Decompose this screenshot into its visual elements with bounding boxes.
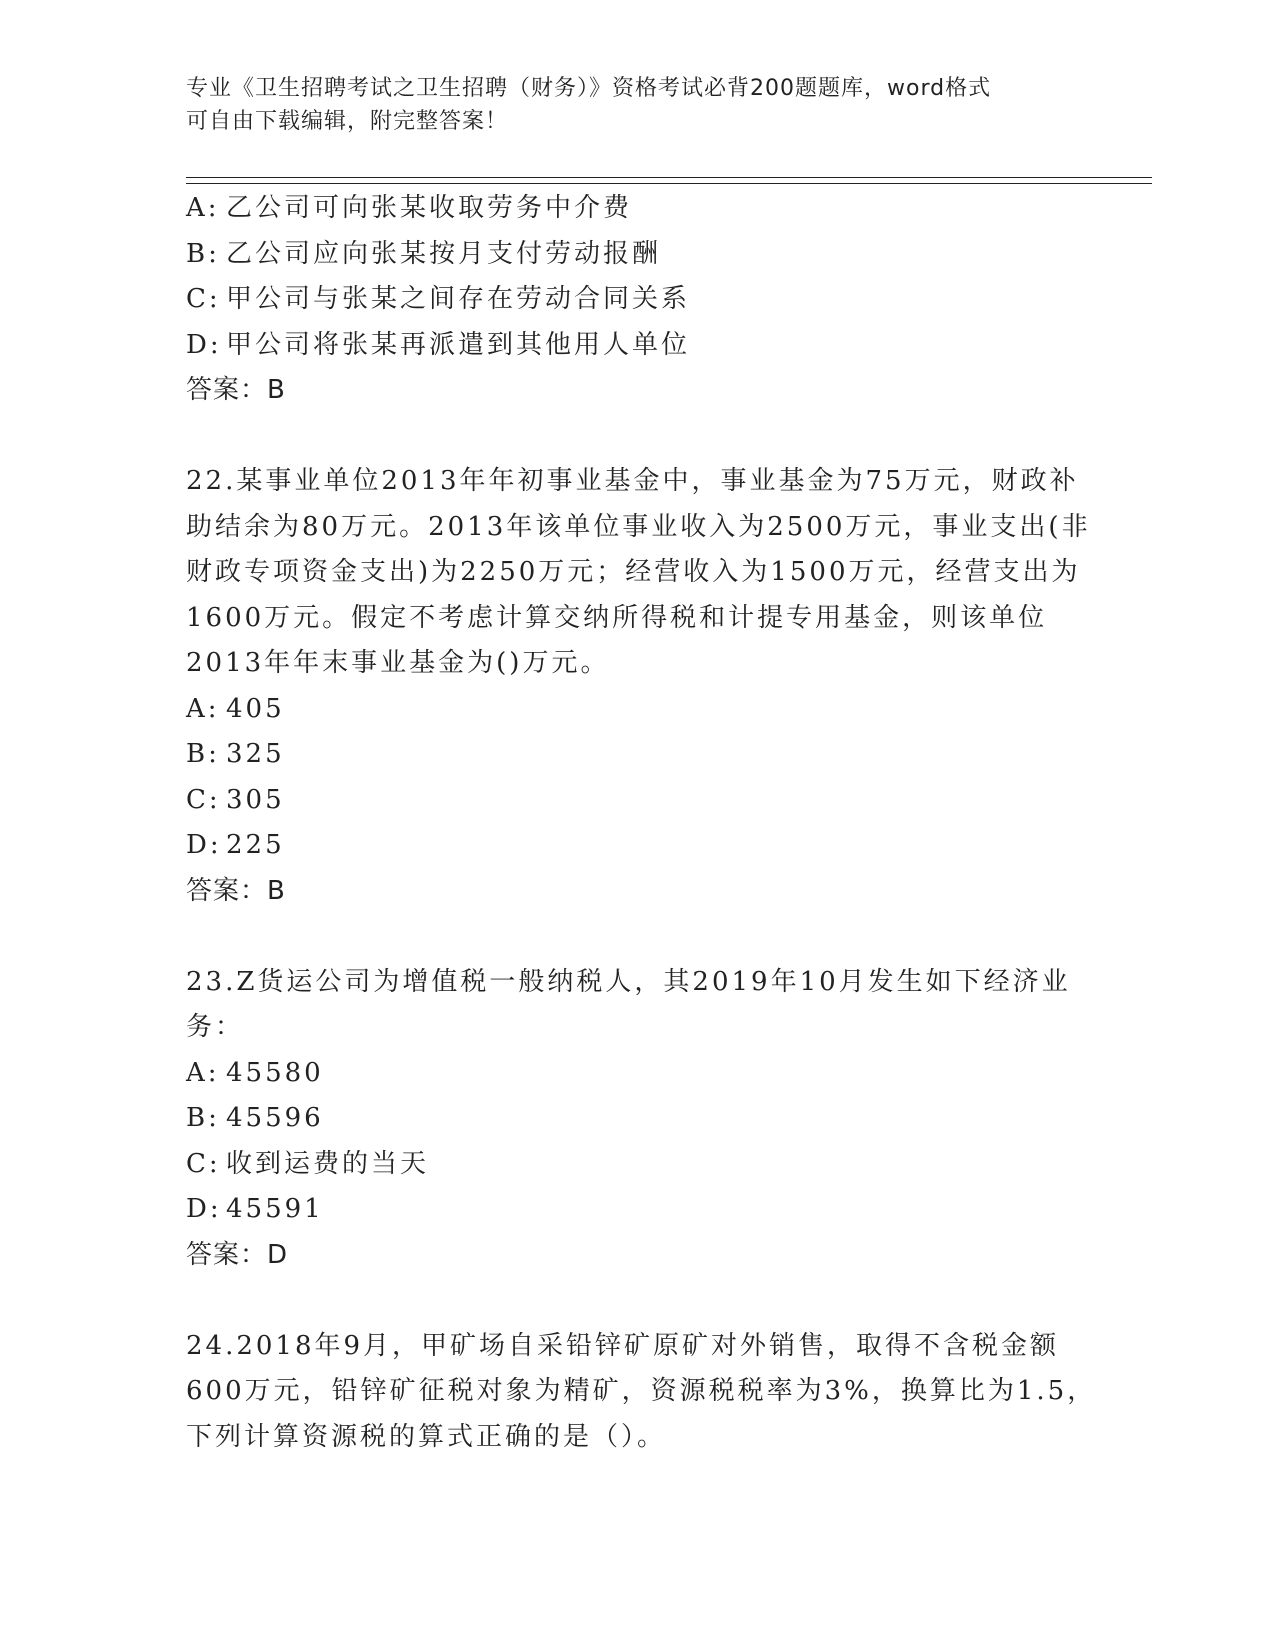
stem-line: 助结余为80万元。2013年该单位事业收入为2500万元，事业支出(非 (186, 511, 1091, 542)
question-23 (186, 960, 1086, 1279)
option-c: C: 305 (186, 784, 285, 815)
stem-line: 600万元，铅锌矿征税对象为精矿，资源税税率为3%，换算比为1.5， (186, 1376, 1097, 1406)
stem-line: 下列计算资源税的算式正确的是（）。 (186, 1421, 667, 1452)
option-d: D: 45591 (186, 1194, 324, 1224)
header-rule-bottom (186, 183, 1152, 184)
stem-line: 1600万元。假定不考虑计算交纳所得税和计提专用基金，则该单位 (186, 602, 1048, 633)
stem-line: 22.某事业单位2013年年初事业基金中，事业基金为75万元，财政补 (186, 466, 1079, 496)
question-21 (186, 186, 1086, 414)
answer-line: 答案：B (186, 875, 286, 906)
option-b: B: 45596 (186, 1103, 324, 1133)
stem-line: 23.Z货运公司为增值税一般纳税人，其2019年10月发生如下经济业 (186, 966, 1071, 997)
option-a: A: 45580 (186, 1057, 324, 1088)
option-a: A: 405 (186, 693, 285, 724)
option-a: A: 乙公司可向张某收取劳务中介费 (186, 193, 633, 223)
spacer (186, 1278, 1086, 1324)
option-b: B: 乙公司应向张某按月支付劳动报酬 (186, 238, 662, 269)
document-header (186, 72, 1066, 138)
stem-line: 务： (186, 1012, 245, 1042)
question-22 (186, 459, 1091, 914)
stem-line: 2013年年末事业基金为()万元。 (186, 648, 610, 678)
question-stem (186, 960, 1086, 1051)
question-list (186, 186, 1097, 1460)
header-rule-top (186, 177, 1152, 178)
stem-line: 财政专项资金支出)为2250万元；经营收入为1500万元，经营支出为 (186, 557, 1081, 587)
option-d: D: 225 (186, 830, 285, 860)
answer-line: 答案：B (186, 375, 286, 405)
option-d: D: 甲公司将张某再派遣到其他用人单位 (186, 329, 691, 360)
header-line-2: 可自由下载编辑，附完整答案！ (186, 109, 509, 134)
stem-line: 24.2018年9月，甲矿场自采铅锌矿原矿对外销售，取得不含税金额 (186, 1330, 1060, 1361)
question-24 (186, 1324, 1097, 1461)
question-stem (186, 459, 1091, 687)
spacer (186, 914, 1086, 960)
question-stem (186, 1324, 1097, 1461)
answer-line: 答案：D (186, 1239, 289, 1270)
option-b: B: 325 (186, 739, 285, 769)
option-c: C: 收到运费的当天 (186, 1148, 430, 1179)
spacer (186, 414, 1086, 460)
header-line-1: 专业《卫生招聘考试之卫生招聘（财务）》资格考试必背200题题库，word格式 (186, 76, 992, 101)
option-c: C: 甲公司与张某之间存在劳动合同关系 (186, 284, 691, 314)
